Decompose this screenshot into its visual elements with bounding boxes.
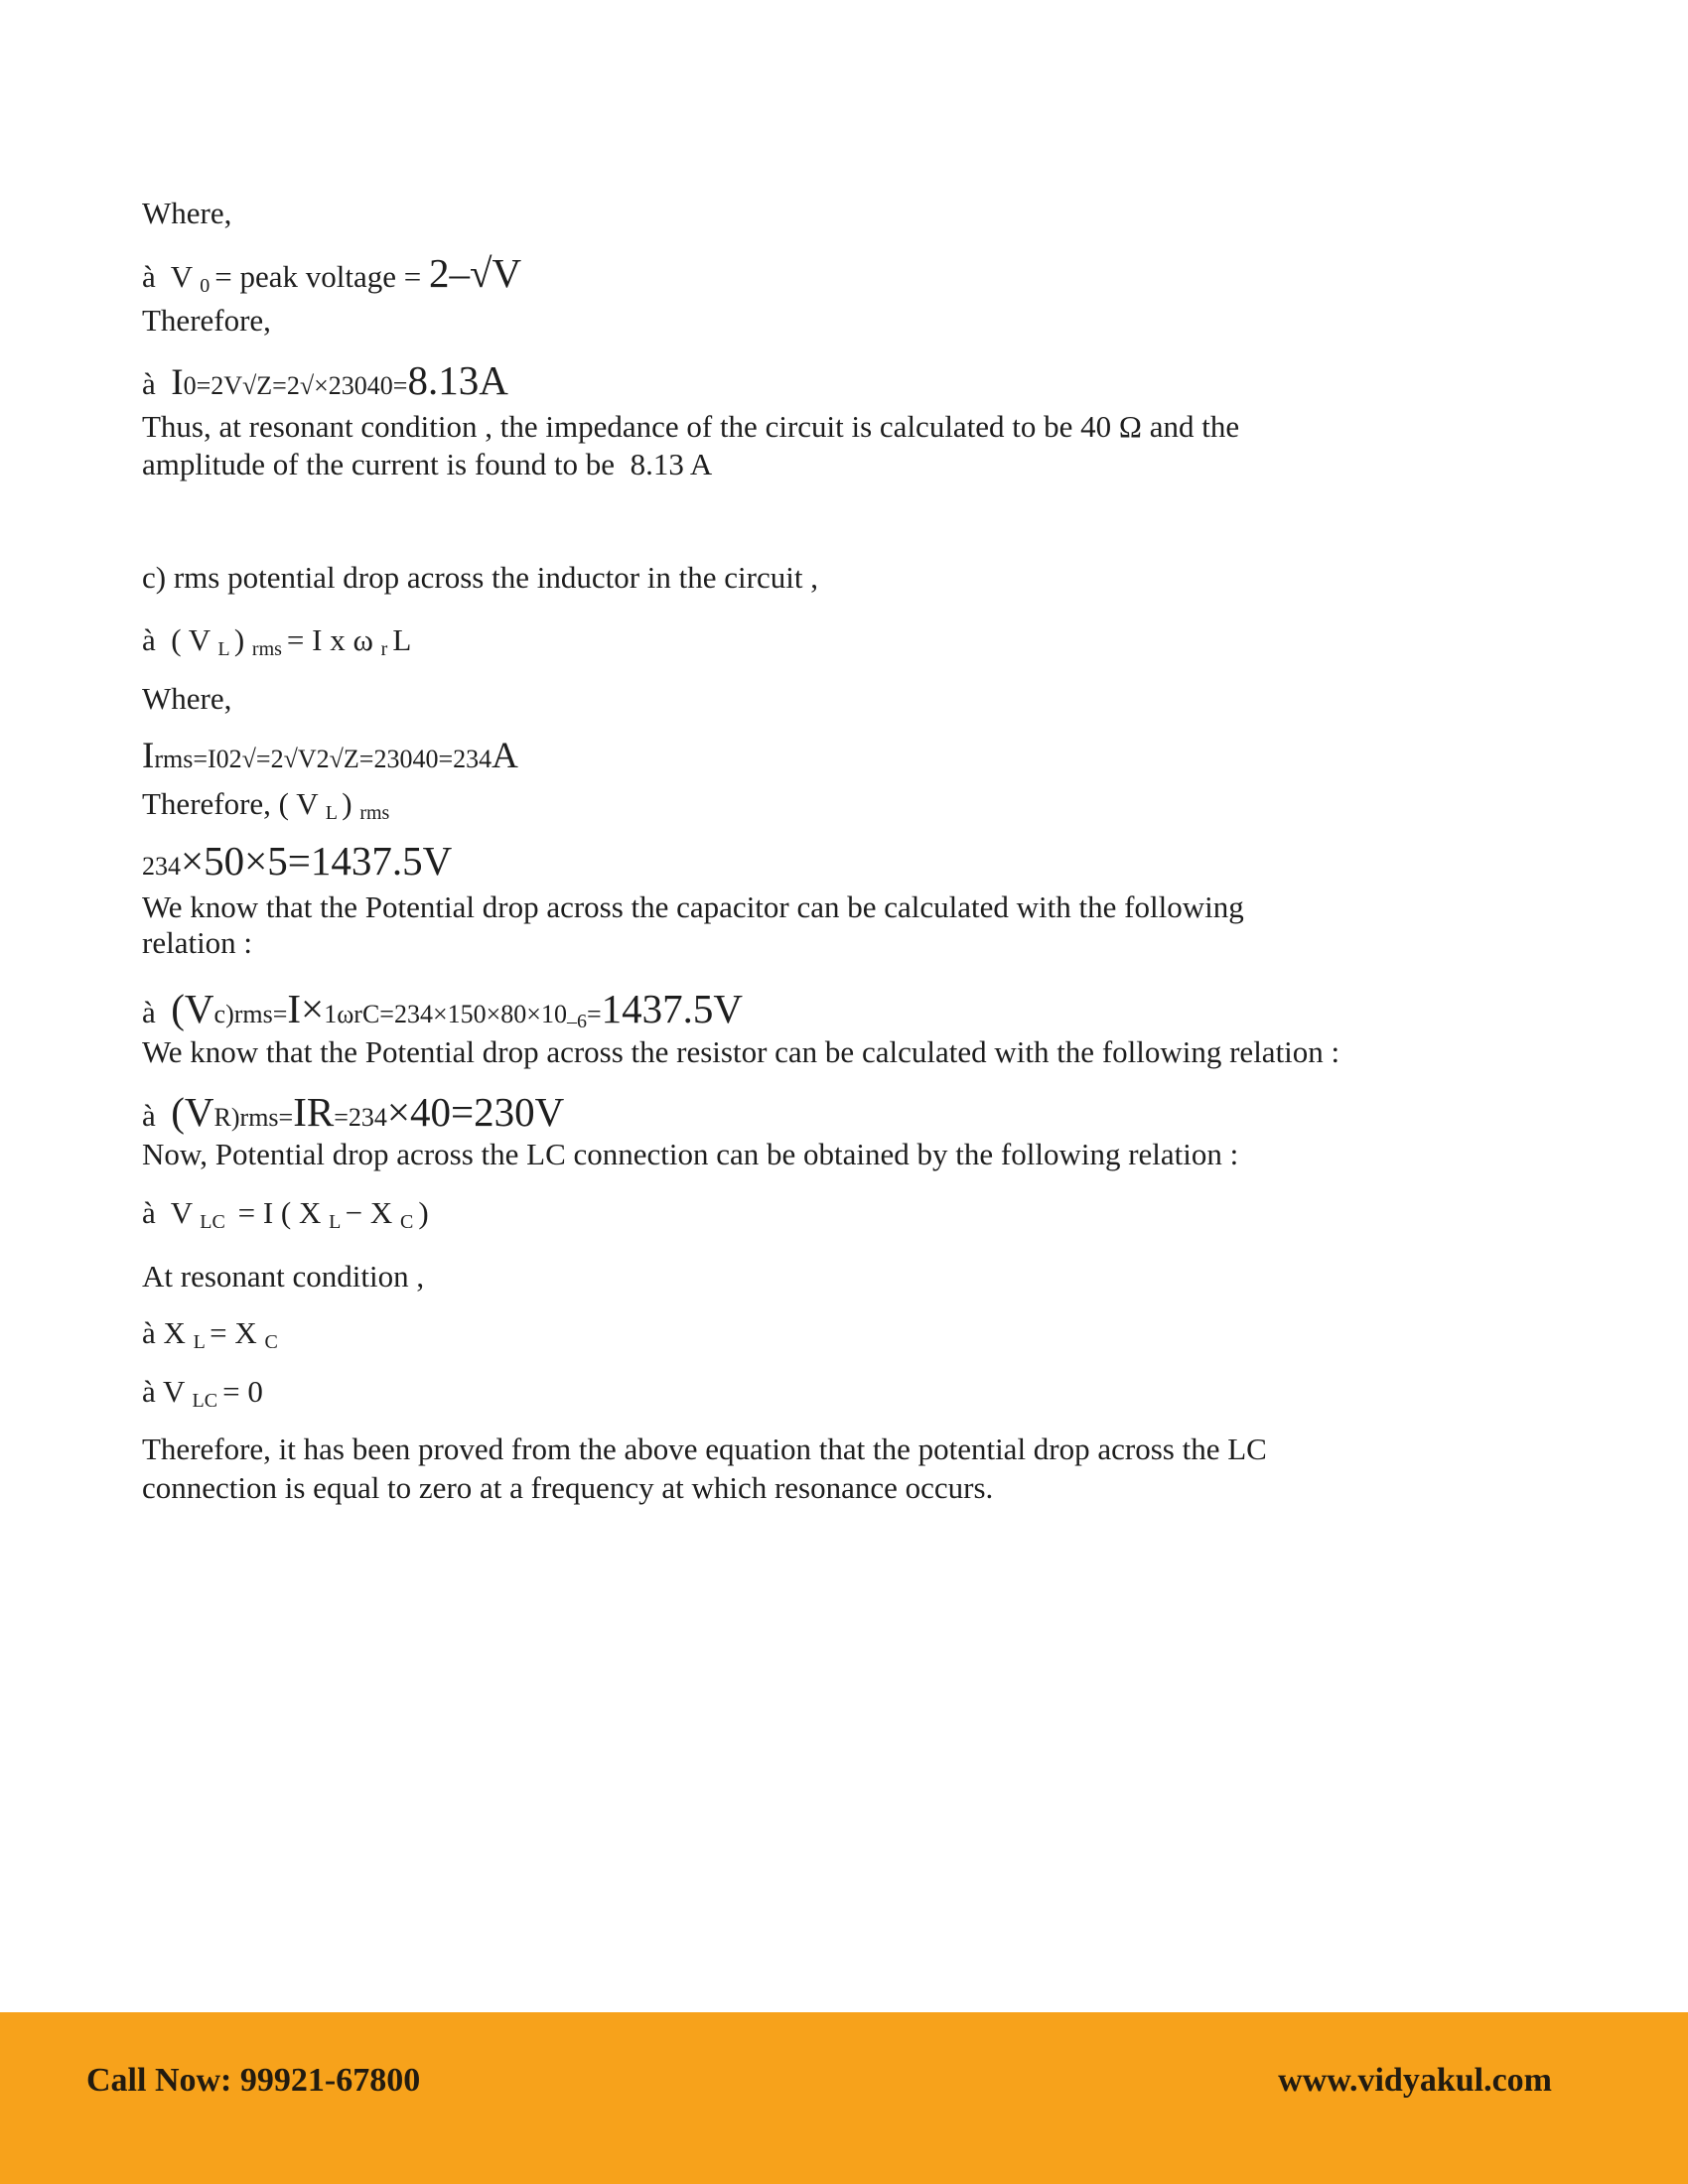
text-segment: = — [272, 1000, 288, 1028]
text-segment: − X — [345, 1195, 400, 1230]
text-segment: Where, — [142, 681, 232, 716]
text-segment: r — [380, 638, 393, 660]
text-segment: R)rms — [213, 1103, 279, 1132]
text-segment: ) — [342, 786, 360, 821]
text-segment: I — [142, 736, 155, 776]
text-segment: =2V√Z=2√×23040= — [196, 371, 408, 400]
text-segment: amplitude of the current is found to be 8.13 A — [142, 447, 713, 481]
text-segment: rms — [359, 802, 390, 824]
text-segment: LC — [192, 1390, 223, 1412]
text-segment: (V — [171, 986, 214, 1031]
text-segment: connection is equal to zero at a frequency at which resonance occurs. — [142, 1470, 994, 1505]
text-segment: L — [193, 1331, 211, 1353]
text-segment: 1437.5V — [601, 986, 743, 1031]
formula-vl-value — [142, 838, 452, 885]
text-segment: rms — [154, 745, 194, 773]
text-segment: L — [325, 802, 343, 824]
formula-vlc — [142, 1195, 429, 1234]
text-segment: Therefore, it has been proved from the above equation that the potential drop across the LC — [142, 1432, 1267, 1466]
text-segment: relation : — [142, 925, 253, 960]
therefore-vl-rms — [142, 786, 389, 825]
para-resistor-relation — [142, 1034, 1339, 1070]
text-segment: 234 — [348, 1103, 387, 1132]
text-segment: (V — [171, 1089, 214, 1135]
para-capacitor-relation-line1 — [142, 889, 1244, 925]
formula-vc-rms — [142, 986, 743, 1033]
text-segment: 1ωrC=234×150×80×10 — [324, 1000, 567, 1028]
text-segment: –6 — [566, 1011, 587, 1032]
footer-phone: Call Now: 99921-67800 — [86, 2062, 421, 2099]
text-segment: Therefore, ( V — [142, 786, 326, 821]
text-segment: à — [142, 1098, 172, 1133]
text-segment: =I02√=2√V2√Z=23040=234 — [193, 745, 492, 773]
therefore-label — [142, 303, 271, 339]
formula-vl-rms — [142, 622, 411, 661]
para-conclusion-line1 — [142, 1432, 1267, 1467]
text-segment: rms — [251, 638, 287, 660]
text-segment: 0 — [183, 371, 197, 400]
text-segment: 234 — [142, 852, 181, 881]
text-segment: à — [142, 366, 172, 401]
text-segment: 2–√V — [429, 250, 522, 296]
formula-vlc-zero — [142, 1374, 263, 1413]
text-segment: = — [586, 1000, 602, 1028]
text-segment: à V — [142, 1374, 193, 1409]
para-impedance-result-line1 — [142, 409, 1239, 445]
text-segment: ×40=230V — [386, 1089, 565, 1135]
text-segment: L — [392, 622, 412, 657]
text-segment: We know that the Potential drop across the resistor can be calculated with the following relation : — [142, 1034, 1340, 1069]
para-lc-relation — [142, 1137, 1238, 1172]
text-segment: Where, — [142, 196, 232, 230]
text-segment: ) — [418, 1195, 429, 1230]
text-segment: Therefore, — [142, 303, 271, 338]
text-segment: I — [171, 362, 184, 403]
text-segment: C — [399, 1211, 419, 1233]
text-segment: L — [217, 638, 234, 660]
text-segment: IR — [293, 1089, 335, 1135]
where-label — [142, 196, 231, 231]
formula-peak-voltage — [142, 250, 521, 298]
text-segment: = I ( X — [229, 1195, 330, 1230]
text-segment: = 0 — [222, 1374, 263, 1409]
footer-website: www.vidyakul.com — [1278, 2062, 1552, 2099]
text-segment: Thus, at resonant condition , the impedance of the circuit is calculated to be 40 Ω and the — [142, 409, 1240, 444]
formula-current-amplitude — [142, 357, 508, 405]
text-segment: Now, Potential drop across the LC connection can be obtained by the following relation : — [142, 1137, 1239, 1171]
text-segment: = peak voltage = — [214, 259, 430, 294]
text-segment: à V — [142, 259, 201, 294]
text-segment: 8.13A — [407, 357, 508, 403]
text-segment: I× — [287, 986, 325, 1031]
formula-vr-rms — [142, 1089, 564, 1136]
text-segment: à V — [142, 1195, 201, 1230]
text-segment: = I x ω — [286, 622, 381, 657]
text-segment: LC — [200, 1211, 230, 1233]
text-segment: ) — [233, 622, 252, 657]
para-capacitor-relation-line2 — [142, 925, 252, 961]
text-segment: = — [334, 1103, 349, 1132]
text-segment: à X — [142, 1315, 194, 1350]
formula-irms — [142, 736, 518, 778]
text-segment: c)rms — [213, 1000, 273, 1028]
footer-banner — [0, 2012, 1688, 2184]
para-conclusion-line2 — [142, 1470, 993, 1506]
text-segment: à — [142, 995, 172, 1029]
para-impedance-result-line2 — [142, 447, 712, 482]
para-resonant-condition — [142, 1259, 424, 1295]
text-segment: = X — [210, 1315, 265, 1350]
text-segment: c) rms potential drop across the inductor in the circuit , — [142, 560, 818, 595]
text-segment: ×50×5=1437.5V — [181, 838, 453, 884]
text-segment: At resonant condition , — [142, 1259, 425, 1294]
heading-part-c — [142, 560, 818, 596]
text-segment: We know that the Potential drop across the capacitor can be calculated with the following — [142, 889, 1244, 924]
text-segment: = — [278, 1103, 294, 1132]
text-segment: C — [264, 1331, 278, 1353]
text-segment: A — [492, 736, 518, 776]
formula-xl-xc — [142, 1315, 278, 1354]
text-segment: L — [329, 1211, 346, 1233]
text-segment: 0 — [200, 275, 215, 297]
text-segment: à ( V — [142, 622, 218, 657]
where-label-2 — [142, 681, 231, 717]
